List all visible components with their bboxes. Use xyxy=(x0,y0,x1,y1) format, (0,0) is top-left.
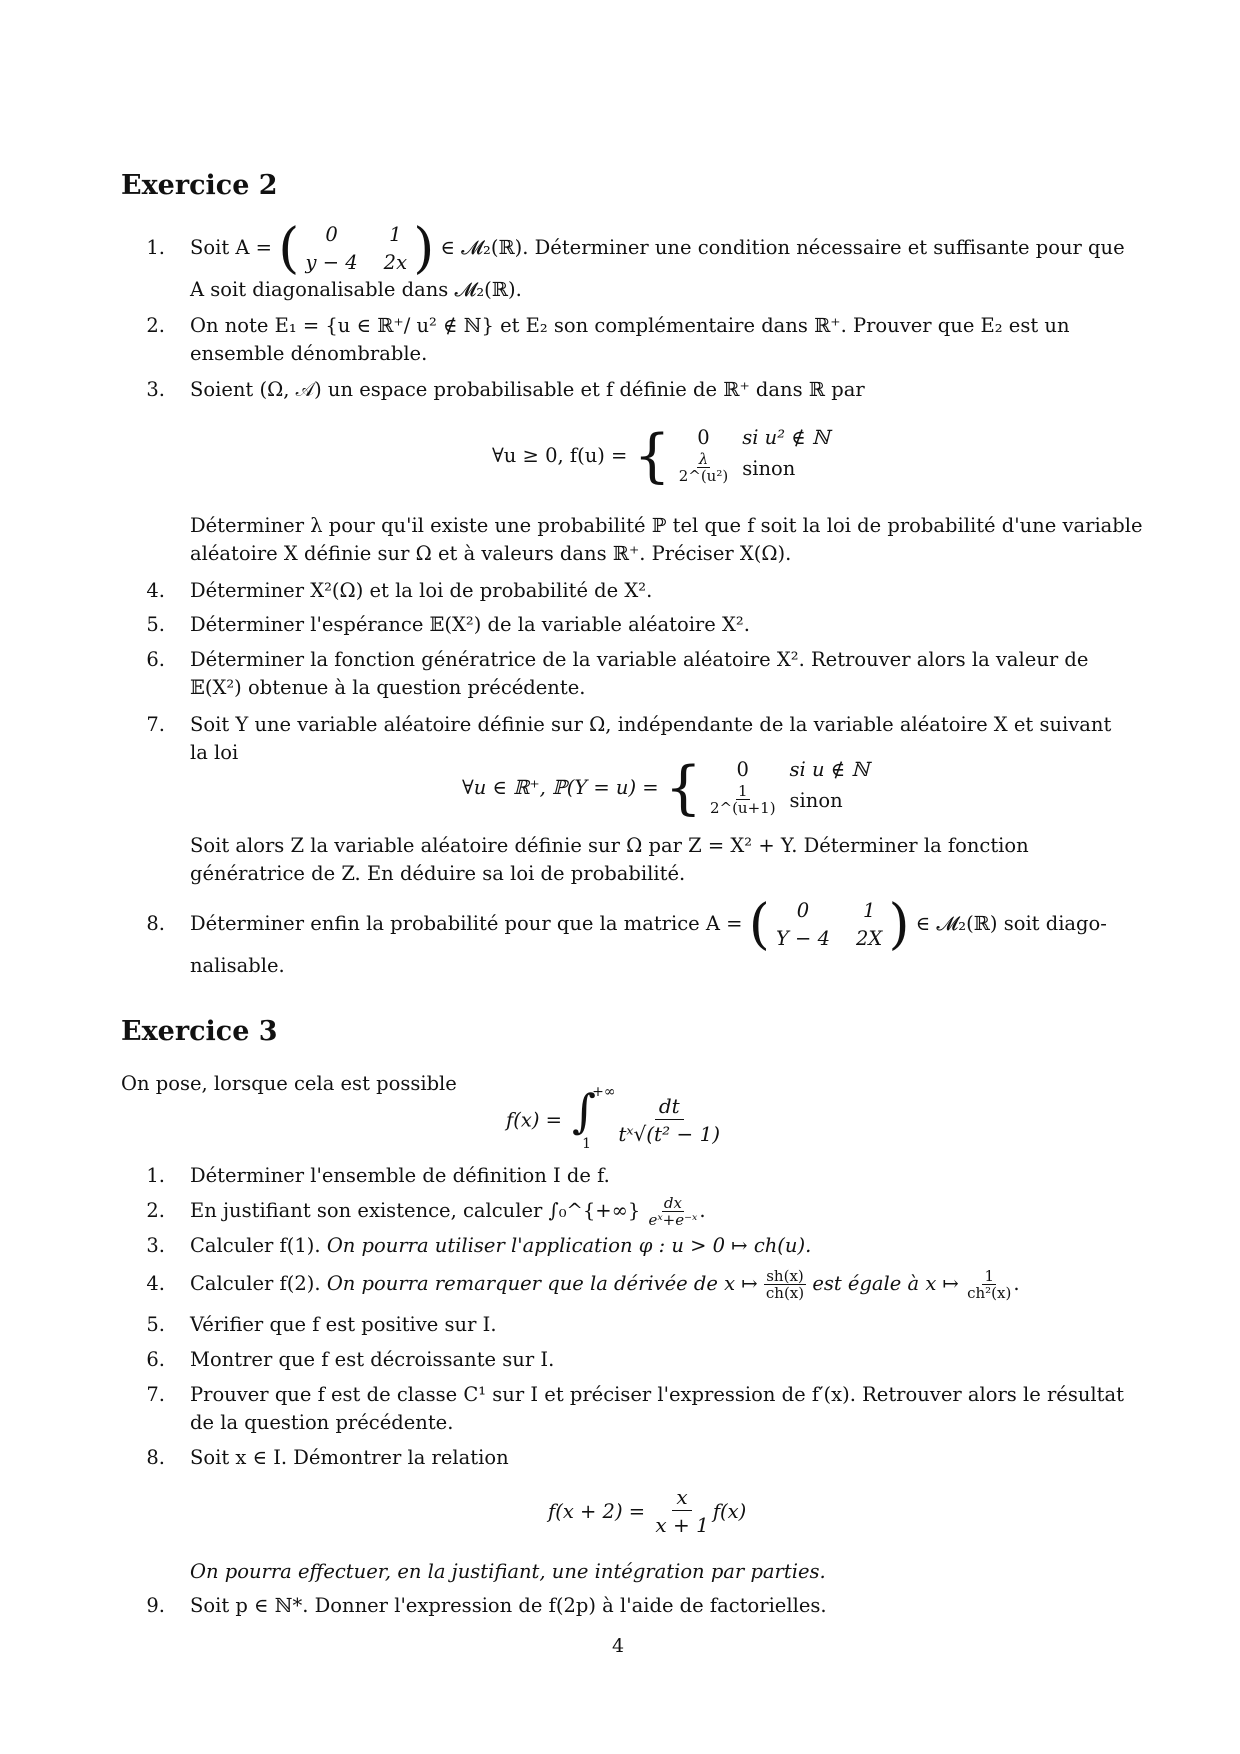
q1-lead: Soit A = xyxy=(190,236,272,259)
q4-line1: Déterminer X²(Ω) et la loi de probabilité de X². xyxy=(190,579,653,602)
q4-tail: . xyxy=(1013,1272,1020,1295)
fraction-numerator: λ xyxy=(698,450,709,468)
q8-line1: Déterminer enfin la probabilité pour que la matrice A = ( 0 1 Y − 4 2X ) ∈ 𝓜₂(ℝ) soit diago- xyxy=(190,892,1107,956)
ex3-q6-line1: Montrer que f est décroissante sur I. xyxy=(190,1348,555,1371)
q3-line3: aléatoire X définie sur Ω et à valeurs dans ℝ⁺. Préciser X(Ω). xyxy=(190,542,792,565)
q7-display-equation: ∀u ∈ ℝ⁺, ℙ(Y = u) = { 0 si u ∉ ℕ $\frac{1}{2\^{}(u+1)}$ sinon xyxy=(462,753,870,822)
case-condition: si u ∉ ℕ xyxy=(789,758,870,781)
q8-matrix xyxy=(776,899,882,951)
q4-fraction-2 xyxy=(965,1268,1013,1302)
matrix-cell: Y − 4 xyxy=(775,926,830,950)
relation-tail: f(x) xyxy=(712,1500,747,1523)
fraction-numerator: dt xyxy=(655,1093,684,1120)
q7-cases xyxy=(708,758,869,817)
q3-disp-lead: ∀u ≥ 0, f(u) = xyxy=(492,444,628,467)
question-number: 5. xyxy=(146,613,165,636)
ex3-q1-line1: Déterminer l'ensemble de définition I de f. xyxy=(190,1164,610,1187)
fraction-denominator: ch(x) xyxy=(765,1283,805,1302)
q7-disp-lead: ∀u ∈ ℝ⁺, ℙ(Y = u) = xyxy=(462,776,659,799)
integral-integrand xyxy=(614,1093,724,1148)
q3-cases xyxy=(677,426,830,485)
fraction-denominator: tˣ√(t² − 1) xyxy=(618,1121,721,1146)
question-number: 6. xyxy=(146,648,165,671)
ex3-q7-line2: de la question précédente. xyxy=(190,1411,454,1434)
q3-lead: Calculer f(1). xyxy=(190,1234,321,1257)
matrix-cell: 2X xyxy=(856,926,883,950)
matrix-cell: 0 xyxy=(796,898,810,922)
q2-line2: ensemble dénombrable. xyxy=(190,342,428,365)
relation-fraction xyxy=(651,1484,712,1539)
q7-line2: la loi xyxy=(190,741,239,764)
ex3-q8-display-equation xyxy=(548,1484,746,1539)
question-number: 6. xyxy=(146,1348,165,1371)
relation-lead: f(x + 2) = xyxy=(548,1500,646,1523)
case-fraction xyxy=(708,783,778,817)
q5-line1: Déterminer l'espérance 𝔼(X²) de la variable aléatoire X². xyxy=(190,613,750,636)
q1-tail: ∈ 𝓜₂(ℝ). Déterminer une condition nécessaire et suffisante pour que xyxy=(440,236,1125,259)
q2-tail: . xyxy=(699,1199,706,1222)
q1-line2: A soit diagonalisable dans 𝓜₂(ℝ). xyxy=(190,278,522,301)
q3-display-equation: ∀u ≥ 0, f(u) = { 0 si u² ∉ ℕ $\frac{\lambda}{\text{2\textasciicircum{}(u²)}}$ sinon xyxy=(492,421,830,490)
fraction-denominator: eˣ+e⁻ˣ xyxy=(648,1210,698,1229)
integral-lower-bound: 1 xyxy=(582,1136,592,1152)
q4-hint: On pourra remarquer que la dérivée de x ↦ xyxy=(326,1272,758,1295)
fraction-denominator: x + 1 xyxy=(655,1513,709,1537)
q2-fraction xyxy=(646,1195,699,1229)
question-number: 4. xyxy=(146,579,165,602)
ex3-q2-line1 xyxy=(190,1194,706,1229)
q3-hint: On pourra utiliser l'application φ : u > 0 ↦ ch(u). xyxy=(326,1234,812,1257)
matrix-cell: y − 4 xyxy=(305,250,358,274)
fraction-numerator: sh(x) xyxy=(766,1266,804,1285)
question-number: 9. xyxy=(146,1594,165,1617)
q8-lead: Déterminer enfin la probabilité pour que la matrice A = xyxy=(190,912,743,935)
integral-upper-bound: +∞ xyxy=(592,1084,616,1100)
q3-line1: Soient (Ω, 𝒜) un espace probabilisable et f définie de ℝ⁺ dans ℝ par xyxy=(190,378,865,401)
ex3-q9-line1: Soit p ∈ ℕ*. Donner l'expression de f(2p) à l'aide de factorielles. xyxy=(190,1594,827,1617)
question-number: 7. xyxy=(146,1383,165,1406)
case-value: 0 xyxy=(697,426,710,449)
ex3-intro: On pose, lorsque cela est possible xyxy=(121,1072,457,1095)
exercise-2-title: Exercice 2 xyxy=(121,170,278,201)
matrix-cell: 2x xyxy=(383,250,408,274)
q4-lead: Calculer f(2). xyxy=(190,1272,321,1295)
ex3-q8-line1: Soit x ∈ I. Démontrer la relation xyxy=(190,1446,509,1469)
q7-line4: génératrice de Z. En déduire sa loi de probabilité. xyxy=(190,862,686,885)
fraction-denominator: 2^(u²) xyxy=(678,467,729,485)
question-number: 1. xyxy=(146,236,165,259)
matrix-cell: 1 xyxy=(389,222,402,246)
question-number: 2. xyxy=(146,1199,165,1222)
ex3-integral-definition xyxy=(506,1084,724,1152)
ex3-q5-line1: Vérifier que f est positive sur I. xyxy=(190,1313,497,1336)
q1-line1: Soit A = ( 0 1 y − 4 2x ) ∈ 𝓜₂(ℝ). Déterminer une condition nécessaire et suffisante pour que xyxy=(190,216,1125,280)
exercise-3-title: Exercice 3 xyxy=(121,1016,278,1047)
ex3-q4-line1 xyxy=(190,1265,1020,1303)
integral-lead: f(x) = xyxy=(506,1108,562,1132)
fraction-numerator: dx xyxy=(663,1193,682,1212)
ex3-q3-line1 xyxy=(190,1234,811,1258)
question-number: 5. xyxy=(146,1313,165,1336)
fraction-numerator: 1 xyxy=(984,1266,994,1285)
fraction-denominator: 2^(u+1) xyxy=(709,799,776,817)
q6-line1: Déterminer la fonction génératrice de la variable aléatoire X². Retrouver alors la valeur de xyxy=(190,648,1089,671)
q8-tail: ∈ 𝓜₂(ℝ) soit diago- xyxy=(915,912,1107,935)
question-number: 7. xyxy=(146,713,165,736)
q8-line2: nalisable. xyxy=(190,954,285,977)
ex3-q8-hint: On pourra effectuer, en la justifiant, une intégration par parties. xyxy=(190,1560,826,1583)
page-number: 4 xyxy=(612,1635,625,1657)
case-fraction xyxy=(677,451,731,485)
fraction-denominator: ch²(x) xyxy=(967,1283,1012,1302)
question-number: 2. xyxy=(146,314,165,337)
case-condition: si u² ∉ ℕ xyxy=(742,426,830,449)
ex3-q7-line1: Prouver que f est de classe C¹ sur I et préciser l'expression de f′(x). Retrouver alors le résultat xyxy=(190,1383,1124,1406)
question-number: 4. xyxy=(146,1272,165,1295)
q2-lead: En justifiant son existence, calculer ∫₀^{+∞} xyxy=(190,1199,641,1222)
matrix-cell: 0 xyxy=(325,222,338,246)
q3-line2: Déterminer λ pour qu'il existe une probabilité ℙ tel que f soit la loi de probabilité d'une variable xyxy=(190,514,1143,537)
question-number: 8. xyxy=(146,1446,165,1469)
fraction-numerator: x xyxy=(672,1484,691,1511)
q2-line1: On note E₁ = {u ∈ ℝ⁺/ u² ∉ ℕ} et E₂ son complémentaire dans ℝ⁺. Prouver que E₂ est un xyxy=(190,314,1070,337)
case-condition: sinon xyxy=(789,788,843,812)
integral-sign: ∫ +∞ 1 xyxy=(572,1084,616,1152)
question-number: 3. xyxy=(146,1234,165,1257)
q4-fraction-1 xyxy=(764,1268,806,1302)
matrix-cell: 1 xyxy=(862,898,876,922)
q7-line3: Soit alors Z la variable aléatoire définie sur Ω par Z = X² + Y. Déterminer la fonction xyxy=(190,834,1029,857)
fraction-numerator: 1 xyxy=(737,782,748,800)
q6-line2: 𝔼(X²) obtenue à la question précédente. xyxy=(190,676,586,699)
question-number: 8. xyxy=(146,912,165,935)
case-value: 0 xyxy=(736,758,749,781)
q1-matrix xyxy=(305,223,407,275)
question-number: 3. xyxy=(146,378,165,401)
question-number: 1. xyxy=(146,1164,165,1187)
q4-mid: est égale à x ↦ xyxy=(812,1272,959,1295)
q7-line1: Soit Y une variable aléatoire définie sur Ω, indépendante de la variable aléatoire X et suivant xyxy=(190,713,1112,736)
case-condition: sinon xyxy=(742,456,796,480)
